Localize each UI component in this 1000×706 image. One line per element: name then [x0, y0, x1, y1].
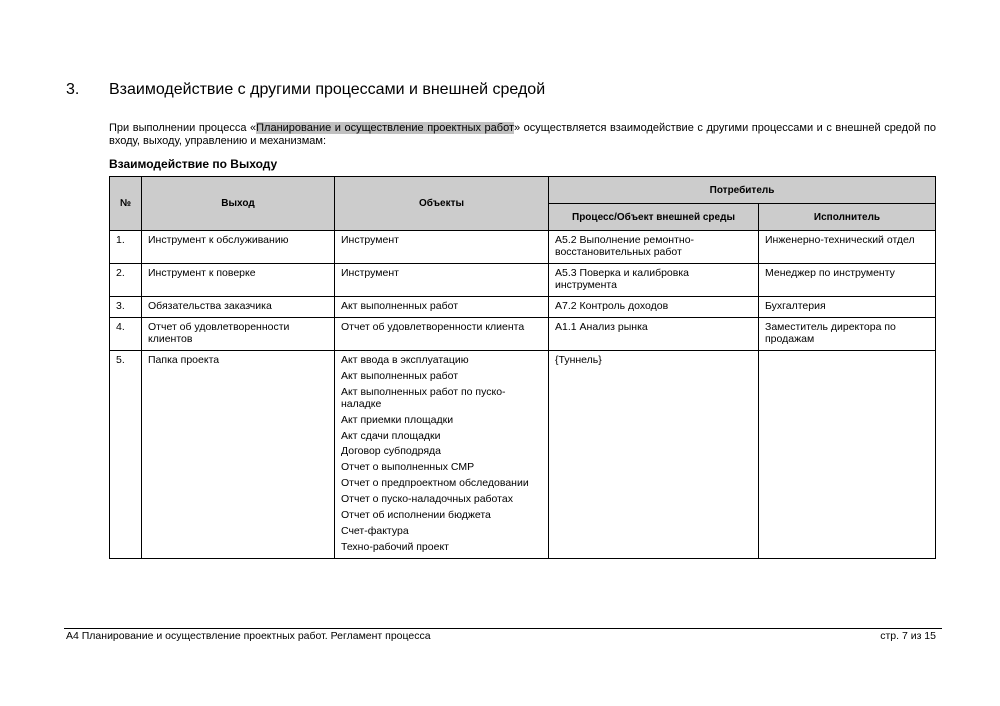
table-row: [110, 297, 936, 318]
row-executor: [759, 351, 936, 559]
object-item: Акт приемки площадки: [341, 413, 454, 426]
object-item: Договор субподряда: [341, 445, 441, 458]
header-num: №: [110, 177, 142, 231]
row-executor: Бухгалтерия: [759, 297, 936, 318]
table-row: [110, 318, 936, 351]
row-process: А7.2 Контроль доходов: [549, 297, 759, 318]
row-executor: Заместитель директора по продажам: [759, 318, 936, 351]
row-objects: [335, 297, 549, 318]
object-item: Отчет об удовлетворенности клиента: [341, 321, 525, 333]
header-output: Выход: [142, 177, 335, 231]
object-item: Техно-рабочий проект: [341, 540, 449, 553]
object-item: Отчет о пуско-наладочных работах: [341, 493, 513, 506]
table-row: [110, 231, 936, 264]
table-row: [110, 351, 936, 559]
intro-text-after: » осуществляется взаимодействие с другими процессами и с внешней средой по входу, выходу, управлению и механизмам:: [109, 122, 937, 147]
row-objects: [335, 351, 549, 559]
row-num: 2.: [110, 264, 142, 297]
row-num: 3.: [110, 297, 142, 318]
row-objects: [335, 264, 549, 297]
object-item: Акт сдачи площадки: [341, 429, 441, 442]
object-item: Отчет об исполнении бюджета: [341, 509, 491, 522]
row-output: Отчет об удовлетворенности клиентов: [142, 318, 335, 351]
row-executor: Менеджер по инструменту: [759, 264, 936, 297]
footer-page-number: стр. 7 из 15: [880, 630, 936, 642]
output-subheading: Взаимодействие по Выходу: [109, 157, 278, 171]
object-item: Акт выполненных работ: [341, 369, 459, 382]
row-output: Обязательства заказчика: [142, 297, 335, 318]
section-number: 3.: [66, 81, 80, 98]
intro-paragraph: [109, 122, 936, 148]
footer-document-title: А4 Планирование и осуществление проектных работ. Регламент процесса: [66, 630, 431, 642]
object-item: Акт ввода в эксплуатацию: [341, 354, 469, 366]
row-objects: [335, 318, 549, 351]
row-output: Папка проекта: [142, 351, 335, 559]
header-objects: Объекты: [335, 177, 549, 231]
object-item: Отчет о выполненных СМР: [341, 461, 475, 474]
row-num: 5.: [110, 351, 142, 559]
row-process: А5.2 Выполнение ремонтно-восстановительных работ: [549, 231, 759, 264]
row-process: А1.1 Анализ рынка: [549, 318, 759, 351]
row-output: Инструмент к поверке: [142, 264, 335, 297]
header-executor: Исполнитель: [759, 204, 936, 231]
output-interaction-table: [109, 176, 936, 559]
object-item: Акт выполненных работ: [341, 300, 459, 312]
object-item: Инструмент: [341, 267, 399, 279]
row-process: {Туннель}: [549, 351, 759, 559]
header-process: Процесс/Объект внешней среды: [549, 204, 759, 231]
row-objects: [335, 231, 549, 264]
row-num: 4.: [110, 318, 142, 351]
row-executor: Инженерно-технический отдел: [759, 231, 936, 264]
object-item: Акт выполненных работ по пуско-наладке: [341, 385, 506, 410]
object-item: Отчет о предпроектном обследовании: [341, 477, 529, 490]
row-output: Инструмент к обслуживанию: [142, 231, 335, 264]
row-num: 1.: [110, 231, 142, 264]
intro-text-before: При выполнении процесса «: [109, 122, 257, 134]
header-consumer: Потребитель: [549, 177, 936, 204]
footer-divider: [64, 628, 942, 629]
table-row: [110, 264, 936, 297]
process-name-highlight: Планирование и осуществление проектных работ: [256, 122, 514, 134]
object-item: Инструмент: [341, 234, 399, 246]
object-item: Счет-фактура: [341, 524, 409, 537]
row-process: А5.3 Поверка и калибровка инструмента: [549, 264, 759, 297]
section-title: Взаимодействие с другими процессами и внешней средой: [109, 81, 546, 98]
